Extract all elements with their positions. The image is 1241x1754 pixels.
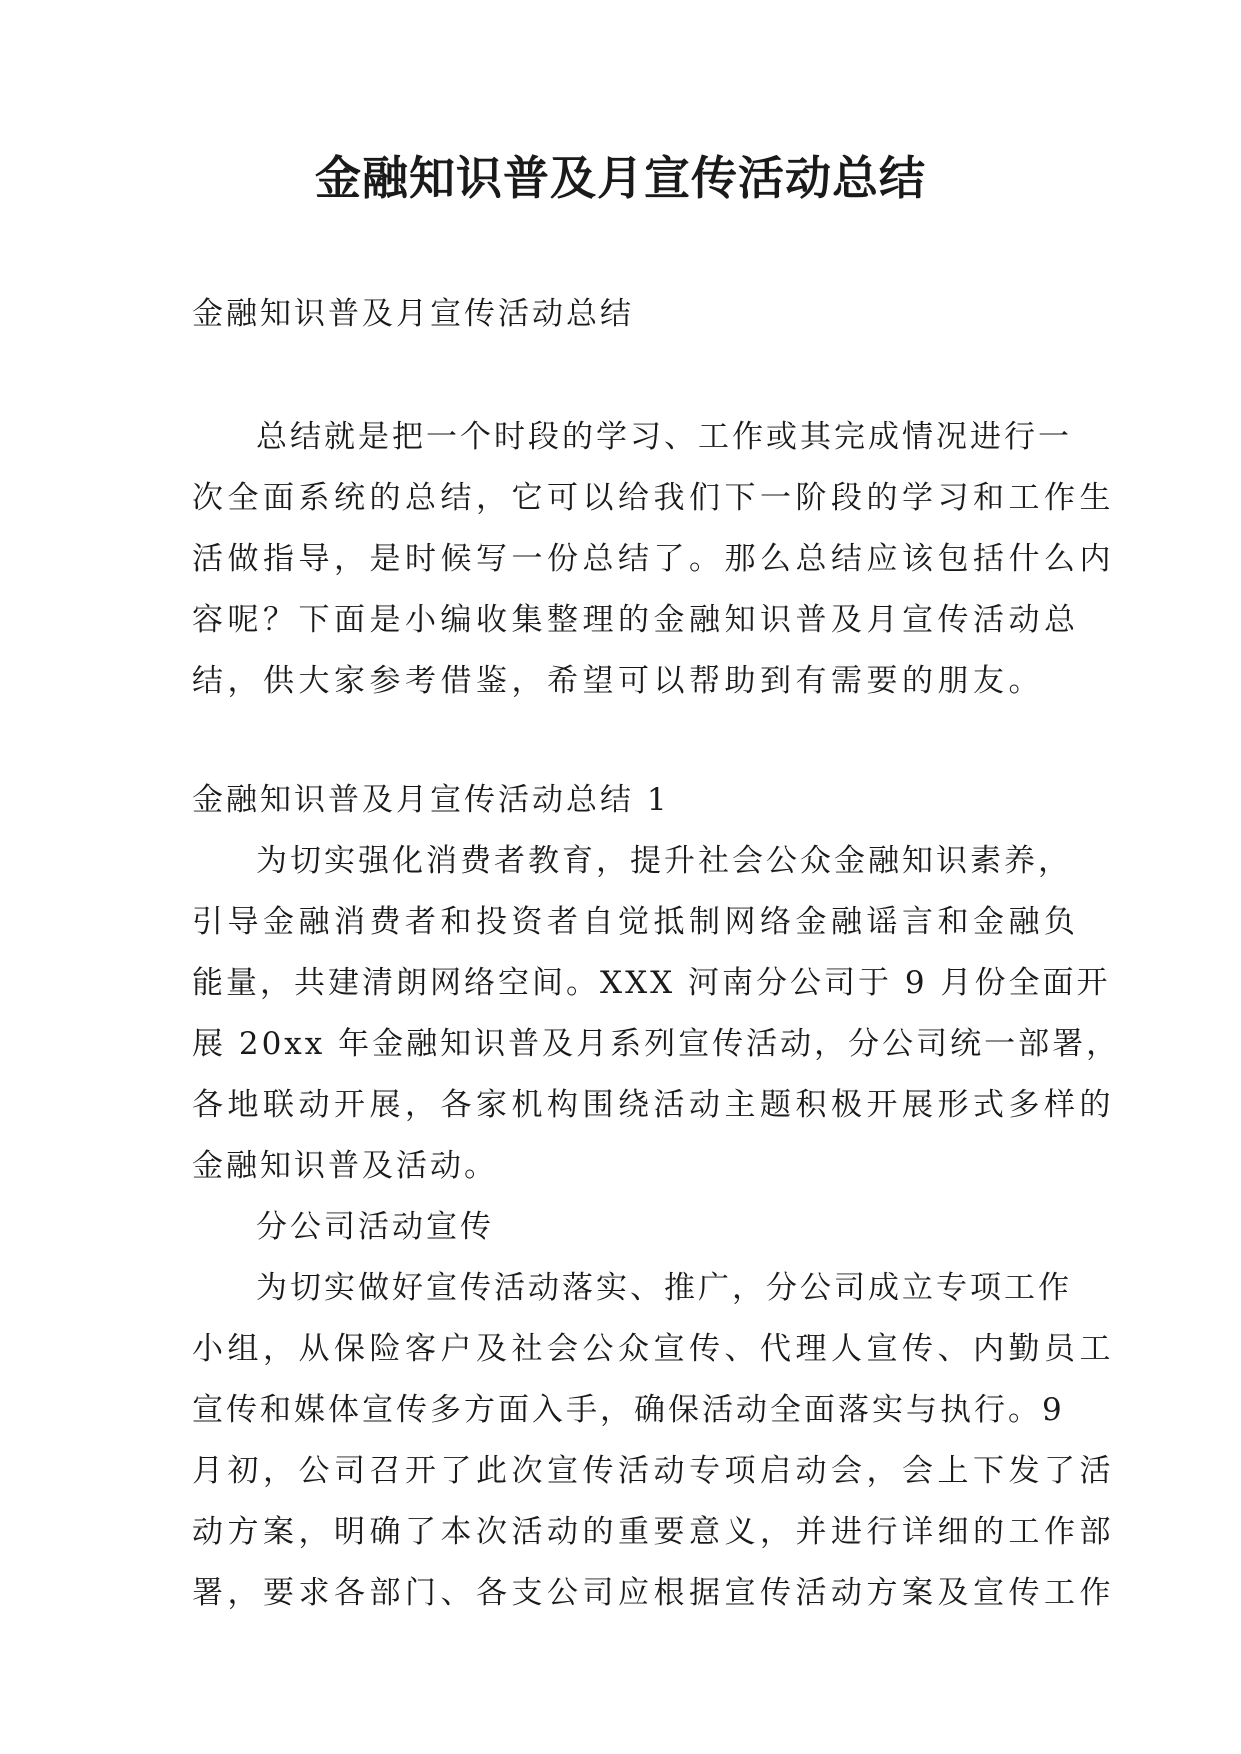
section1-line: 引导金融消费者和投资者自觉抵制网络金融谣言和金融负 bbox=[192, 904, 1080, 940]
intro-line: 结，供大家参考借鉴，希望可以帮助到有需要的朋友。 bbox=[192, 663, 1044, 699]
document-subtitle: 金融知识普及月宣传活动总结 bbox=[192, 296, 634, 332]
section-2 bbox=[192, 1197, 1115, 1624]
section2-line: 署，要求各部门、各支公司应根据宣传活动方案及宣传工作 bbox=[192, 1575, 1115, 1611]
section1-line: 能量，共建清朗网络空间。XXX 河南分公司于 9 月份全面开 bbox=[192, 965, 1111, 1001]
intro-line: 次全面系统的总结，它可以给我们下一阶段的学习和工作生 bbox=[192, 480, 1115, 516]
section1-line: 金融知识普及活动。 bbox=[192, 1148, 498, 1184]
section2-line: 月初，公司召开了此次宣传活动专项启动会，会上下发了活 bbox=[192, 1453, 1115, 1489]
intro-line: 容呢？下面是小编收集整理的金融知识普及月宣传活动总 bbox=[192, 602, 1080, 638]
section-subheading: 分公司活动宣传 bbox=[256, 1209, 494, 1245]
section-1 bbox=[192, 770, 1121, 1197]
document-title: 金融知识普及月宣传活动总结 bbox=[315, 151, 926, 205]
section2-line: 动方案，明确了本次活动的重要意义，并进行详细的工作部 bbox=[192, 1514, 1115, 1550]
intro-paragraph bbox=[192, 407, 1115, 712]
intro-line: 总结就是把一个时段的学习、工作或其完成情况进行一 bbox=[256, 419, 1072, 455]
intro-line: 活做指导，是时候写一份总结了。那么总结应该包括什么内 bbox=[192, 541, 1115, 577]
section1-line: 展 20xx 年金融知识普及月系列宣传活动，分公司统一部署， bbox=[192, 1026, 1121, 1062]
document-body bbox=[192, 284, 1121, 1624]
section2-line: 小组，从保险客户及社会公众宣传、代理人宣传、内勤员工 bbox=[192, 1331, 1115, 1367]
section-heading: 金融知识普及月宣传活动总结 1 bbox=[192, 782, 670, 818]
section2-line: 为切实做好宣传活动落实、推广，分公司成立专项工作 bbox=[256, 1270, 1072, 1306]
section1-line: 为切实强化消费者教育，提升社会公众金融知识素养， bbox=[256, 843, 1072, 879]
section1-line: 各地联动开展，各家机构围绕活动主题积极开展形式多样的 bbox=[192, 1087, 1115, 1123]
section2-line: 宣传和媒体宣传多方面入手，确保活动全面落实与执行。9 bbox=[192, 1392, 1065, 1428]
